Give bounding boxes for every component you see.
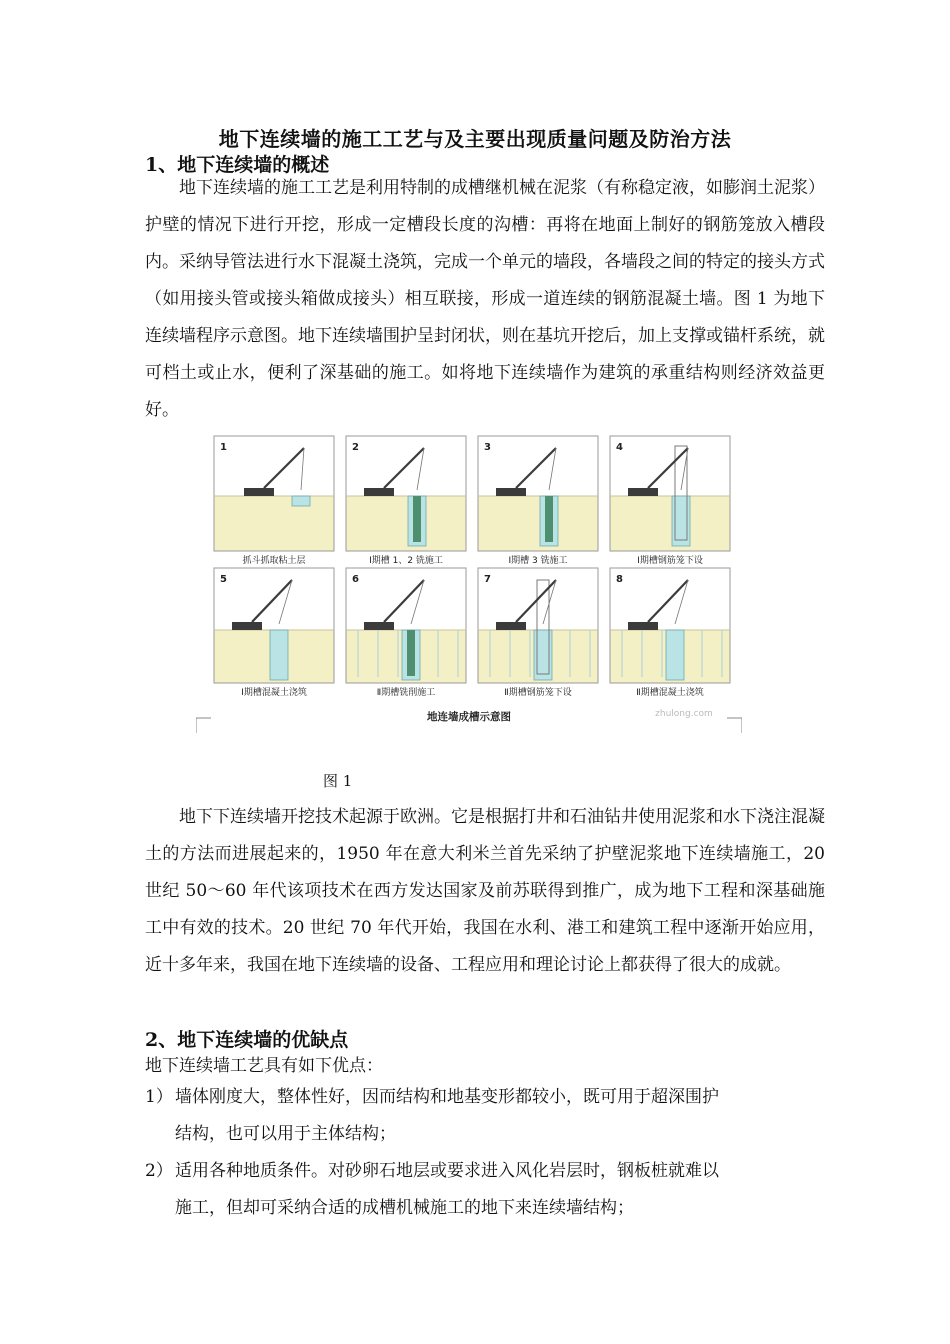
list-item xyxy=(145,1153,805,1227)
soil-layer xyxy=(347,496,466,551)
crane-body xyxy=(364,622,394,630)
panel-number: 1 xyxy=(220,442,227,453)
crane-body xyxy=(628,622,658,630)
panel-label: Ⅱ期槽钢筋笼下设 xyxy=(504,688,572,698)
trench xyxy=(270,630,288,680)
figure-panel xyxy=(478,436,598,566)
panel-number: 4 xyxy=(616,442,623,453)
soil-layer xyxy=(479,496,598,551)
milling-cutter xyxy=(407,630,415,676)
crane-body xyxy=(496,622,526,630)
section-1-paragraph-1: 地下连续墙的施工工艺是利用特制的成槽继机械在泥浆（有称稳定液，如膨润土泥浆）护壁的情况下进行开挖，形成一定槽段长度的沟槽：再将在地面上制好的钢筋笼放入槽段内。采纳导管法进行水下混凝土浇筑，完成一个单元的墙段，各墙段之间的特定的接头方式（如用接头管或接头箱做成接头）相互联接，形成一道连续的钢筋混凝土墙。图 1 为地下连续墙程序示意图。地下连续墙围护呈封闭状，则在基坑开挖后，加上支撑或锚杆系统，就可档土或止水，便利了深基础的施工。如将地下连续墙作为建筑的承重结构则经济效益更好。 xyxy=(145,178,825,420)
panel-label: Ⅰ期槽混凝土浇筑 xyxy=(241,688,307,698)
panel-label: 抓斗抓取粘土层 xyxy=(242,556,306,566)
soil-layer xyxy=(215,496,334,551)
list-item-text-line-2: 结构，也可以用于主体结构； xyxy=(175,1124,396,1144)
figure-caption: 图 1 xyxy=(323,772,353,790)
panel-label: Ⅰ期槽 1、2 铣施工 xyxy=(369,556,443,566)
figure-svg xyxy=(196,428,742,733)
crane-body xyxy=(496,488,526,496)
section-1-heading: 1、地下连续墙的概述 xyxy=(145,154,330,176)
crop-mark xyxy=(727,718,742,733)
figure-panel xyxy=(610,436,730,566)
figure-panel xyxy=(214,568,334,698)
panel-number: 6 xyxy=(352,574,359,585)
crane-body xyxy=(232,622,262,630)
soil-layer xyxy=(611,496,730,551)
document-title: 地下连续墙的施工工艺与及主要出现质量问题及防治方法 xyxy=(218,127,732,151)
panel-number: 2 xyxy=(352,442,359,453)
crane-body xyxy=(364,488,394,496)
list-item xyxy=(145,1079,805,1153)
crane-body xyxy=(244,488,274,496)
milling-cutter xyxy=(413,496,421,542)
list-item-text-line-1: 墙体刚度大，整体性好，因而结构和地基变形都较小，既可用于超深围护 xyxy=(175,1087,719,1107)
list-item-number: 1） xyxy=(145,1087,173,1107)
list-item-number: 2） xyxy=(145,1161,173,1181)
panel-label: Ⅱ期槽铣削施工 xyxy=(376,688,436,698)
list-item-text-line-2: 施工，但却可采纳合适的成槽机械施工的地下来连续墙结构； xyxy=(175,1198,634,1218)
panel-number: 5 xyxy=(220,574,227,585)
panel-label: Ⅰ期槽钢筋笼下设 xyxy=(637,556,703,566)
section-2-heading: 2、地下连续墙的优缺点 xyxy=(145,1029,349,1051)
crane-body xyxy=(628,488,658,496)
figure-panel xyxy=(610,568,730,698)
panel-label: Ⅰ期槽 3 铣施工 xyxy=(508,556,568,566)
watermark: zhulong.com xyxy=(655,709,713,719)
figure-panel xyxy=(478,568,598,698)
list-item-text-line-1: 适用各种地质条件。对砂卵石地层或要求进入风化岩层时，钢板桩就难以 xyxy=(175,1161,719,1181)
panel-label: Ⅱ期槽混凝土浇筑 xyxy=(636,688,704,698)
milling-cutter xyxy=(545,496,553,542)
panel-number: 8 xyxy=(616,574,623,585)
panel-number: 7 xyxy=(484,574,491,585)
section-1-paragraph-2: 地下下连续墙开挖技术起源于欧洲。它是根据打井和石油钻井使用泥浆和水下浇注混凝土的方法而进展起来的，1950 年在意大利米兰首先采纳了护壁泥浆地下连续墙施工，20 世纪 50～60 年代该项技术在西方发达国家及前苏联得到推广，成为地下工程和深基础施工中有效的技术。20 世纪 70 年代开始，我国在水利、港工和建筑工程中逐渐开始应用，近十多年来，我国在地下连续墙的设备、工程应用和理论讨论上都获得了很大的成就。 xyxy=(145,807,825,975)
figure-image-title: 地连墙成槽示意图 xyxy=(427,711,511,723)
construction-sequence-figure xyxy=(196,428,742,733)
trench xyxy=(292,496,310,506)
panel-number: 3 xyxy=(484,442,491,453)
section-2-intro: 地下连续墙工艺具有如下优点： xyxy=(145,1056,383,1076)
trench xyxy=(666,630,684,680)
figure-panel xyxy=(346,436,466,566)
figure-panel xyxy=(346,568,466,698)
crop-mark xyxy=(196,718,211,733)
figure-panel xyxy=(214,436,334,566)
